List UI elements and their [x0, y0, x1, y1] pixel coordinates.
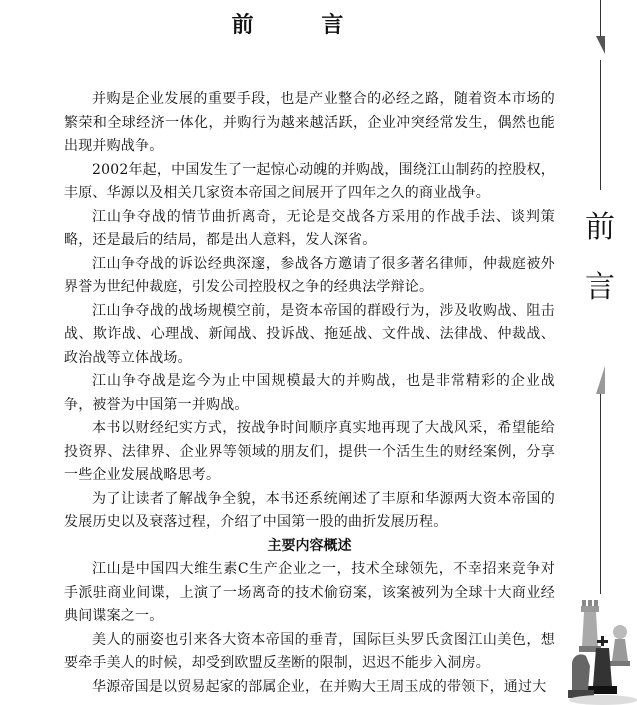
margin-line-mid: [600, 60, 601, 190]
paragraph: 美人的丽姿也引来各大资本帝国的垂青，国际巨头罗氏贪图江山美色，想要牵手美人的时候，却受到欧盟反垄断的限制，迟迟不能步入洞房。: [64, 631, 555, 671]
paragraph: 江山争夺战的情节曲折离奇，无论是交战各方采用的作战手法、谈判策略，还是最后的结局，都是出人意料，发人深省。: [64, 208, 555, 248]
paragraph: 江山争夺战的诉讼经典深邃，参战各方邀请了很多著名律师，仲裁庭被外界誉为世纪仲裁庭，引发公司控股权之争的经典法学辩论。: [64, 255, 555, 295]
section-heading: 主要内容概述: [267, 537, 352, 554]
side-title-char: 前: [585, 210, 615, 245]
page-title: 前 言: [231, 12, 374, 38]
paragraph: 2002年起，中国发生了一起惊心动魄的并购战，围绕江山制药的控股权，丰原、华源以及相关几家资本帝国之间展开了四年之久的商业战争。: [64, 161, 555, 201]
paragraph: 江山争夺战是迄今为止中国规模最大的并购战，也是非常精彩的企业战争，被誉为中国第一并购战。: [64, 373, 555, 413]
document-body: [64, 88, 555, 699]
paragraph: 为了让读者了解战争全貌，本书还系统阐述了丰原和华源两大资本帝国的发展历史以及衰落过程，介绍了中国第一股的曲折发展历程。: [64, 490, 555, 530]
margin-line-bottom: [600, 394, 601, 594]
margin-triangle-bottom: [596, 366, 605, 394]
side-title-char: 言: [585, 270, 615, 305]
margin-line-top: [600, 0, 601, 40]
paragraph: 江山争夺战的战场规模空前，是资本帝国的群殴行为，涉及收购战、阻击战、欺诈战、心理战、新闻战、投诉战、拖延战、文件战、法律战、仲裁战、政治战等立体战场。: [64, 302, 555, 366]
paragraph: 并购是企业发展的重要手段，也是产业整合的必经之路，随着资本市场的繁荣和全球经济一体化，并购行为越来越活跃，企业冲突经常发生，偶然也能出现并购战争。: [64, 91, 555, 154]
side-chapter-title: [583, 198, 617, 318]
margin-triangle-top: [596, 36, 605, 54]
paragraph: 本书以财经纪实方式，按战争时间顺序真实地再现了大战风采，希望能给投资界、法律界、企业界等领域的朋友们，提供一个活生生的财经案例，分享一些企业发展战略思考。: [64, 420, 555, 483]
chess-pieces-icon: [568, 586, 637, 705]
paragraph: 华源帝国是以贸易起家的部属企业，在并购大王周玉成的带领下，通过大: [92, 678, 547, 695]
paragraph: 江山是中国四大维生素C生产企业之一，技术全球领先，不幸招来竞争对手派驻商业间谍，上演了一场离奇的技术偷窃案，该案被列为全球十大商业经典间谍案之一。: [64, 561, 555, 624]
